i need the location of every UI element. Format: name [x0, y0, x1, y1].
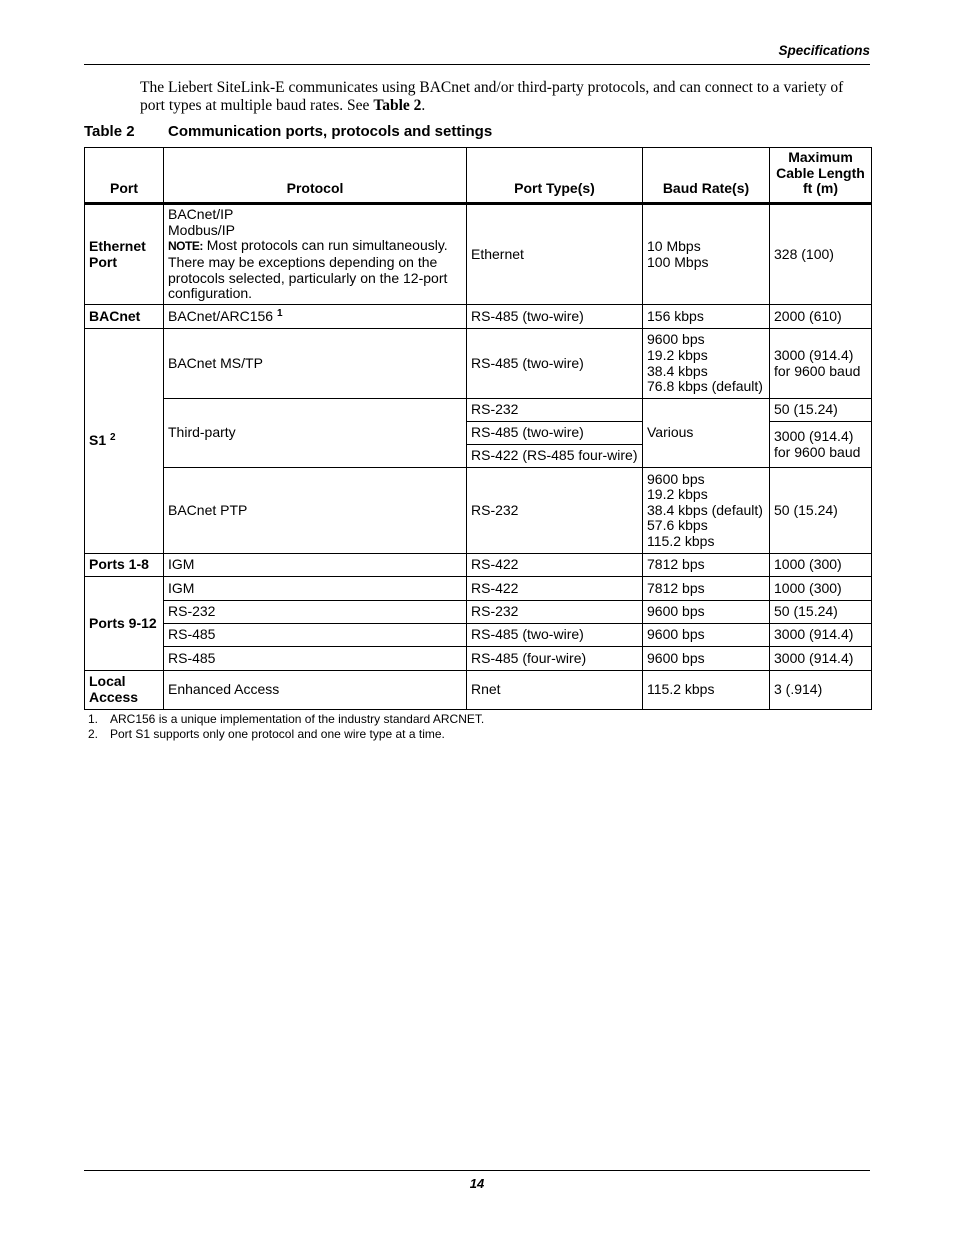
cable-line: 3000 (914.4) — [774, 427, 854, 444]
port-cell: BACnet — [85, 305, 164, 329]
table-footnotes — [88, 712, 484, 742]
intro-paragraph — [140, 79, 870, 115]
baud-cell — [643, 204, 770, 305]
table-row-ports-9-12 — [85, 624, 872, 647]
header-protocol: Protocol — [164, 148, 467, 204]
protocol-line: Modbus/IP — [168, 221, 235, 238]
baud-line: 19.2 kbps — [647, 486, 708, 503]
header-baud-rates: Baud Rate(s) — [643, 148, 770, 204]
port-type-cell: Ethernet — [467, 204, 643, 305]
port-name: S1 — [89, 432, 107, 449]
baud-line: 76.8 kbps (default) — [647, 378, 763, 395]
cable-cell: 50 (15.24) — [770, 601, 872, 624]
baud-line: 57.6 kbps — [647, 517, 708, 534]
table-caption-number: Table 2 — [84, 123, 135, 140]
table-row-s1-third-party — [85, 399, 872, 422]
baud-line: 19.2 kbps — [647, 346, 708, 363]
baud-line: 9600 bps — [647, 331, 705, 348]
port-type-cell: RS-485 (two-wire) — [467, 624, 643, 647]
footnote-number: 2. — [88, 727, 99, 741]
protocol-cell: RS-485 — [164, 647, 467, 671]
port-name-line-2: Access — [89, 689, 139, 705]
protocol-cell: BACnet PTP — [164, 468, 467, 554]
footnote-1 — [88, 712, 484, 727]
port-type-cell: RS-422 — [467, 577, 643, 601]
cable-cell: 2000 (610) — [770, 305, 872, 329]
note-text: Most protocols can run simultaneously. There may be exceptions depending on the protocols selected, particularly on the 12-port configuration. — [168, 237, 448, 302]
header-cable-line-2: Cable Length — [776, 164, 865, 181]
cable-cell: 1000 (300) — [770, 577, 872, 601]
footnote-text: ARC156 is a unique implementation of the industry standard ARCNET. — [110, 712, 485, 726]
port-name-line-1: Local — [89, 673, 126, 690]
cable-cell: 1000 (300) — [770, 554, 872, 577]
protocol-cell — [164, 305, 467, 329]
port-type-cell: RS-485 (two-wire) — [467, 305, 643, 329]
table-caption — [84, 123, 492, 140]
baud-cell: 7812 bps — [643, 554, 770, 577]
port-type-cell: RS-422 (RS-485 four-wire) — [467, 445, 643, 468]
table-row-ports-9-12 — [85, 577, 872, 601]
table-reference-link[interactable]: Table 2 — [373, 97, 422, 114]
intro-text: The Liebert SiteLink-E communicates using BACnet and/or third-party protocols, and can connect to a variety of port types at multiple baud rates. See — [140, 79, 844, 114]
intro-text-end: . — [421, 97, 426, 114]
table-row-ethernet — [85, 204, 872, 305]
header-cable-length — [770, 148, 872, 204]
header-port: Port — [85, 148, 164, 204]
protocol-cell — [164, 204, 467, 305]
baud-line: 100 Mbps — [647, 253, 709, 270]
port-cell — [85, 329, 164, 554]
port-cell — [85, 671, 164, 710]
port-cell: Ports 9-12 — [85, 577, 164, 671]
table-row-ports-9-12 — [85, 647, 872, 671]
baud-cell — [643, 468, 770, 554]
baud-cell: 9600 bps — [643, 624, 770, 647]
table-row-bacnet — [85, 305, 872, 329]
footnote-text: Port S1 supports only one protocol and one wire type at a time. — [110, 727, 445, 741]
baud-cell — [643, 329, 770, 399]
footnote-number: 1. — [88, 712, 99, 726]
baud-line: 9600 bps — [647, 470, 705, 487]
baud-line: 38.4 kbps (default) — [647, 501, 763, 518]
protocol-cell: Third-party — [164, 399, 467, 468]
baud-line: 38.4 kbps — [647, 362, 708, 379]
port-type-cell: RS-485 (four-wire) — [467, 647, 643, 671]
port-type-cell: RS-232 — [467, 468, 643, 554]
port-cell — [85, 204, 164, 305]
baud-line: 115.2 kbps — [647, 532, 715, 549]
header-cable-line-3: ft (m) — [803, 180, 838, 197]
cable-cell: 3000 (914.4) — [770, 624, 872, 647]
note-label: NOTE: — [168, 239, 203, 254]
port-type-cell: RS-485 (two-wire) — [467, 422, 643, 445]
page-number: 14 — [469, 1176, 485, 1191]
cable-line: for 9600 baud — [774, 362, 861, 379]
protocol-text: BACnet/ARC156 — [168, 307, 274, 324]
table-caption-title: Communication ports, protocols and settings — [168, 123, 493, 140]
cable-cell: 50 (15.24) — [770, 399, 872, 422]
port-name-line-2: Port — [89, 253, 117, 270]
baud-cell: 9600 bps — [643, 647, 770, 671]
port-cell: Ports 1-8 — [85, 554, 164, 577]
table-header-row — [85, 148, 872, 204]
protocol-cell: IGM — [164, 554, 467, 577]
cable-line: for 9600 baud — [774, 443, 861, 460]
table-row-ports-1-8 — [85, 554, 872, 577]
cable-cell: 328 (100) — [770, 204, 872, 305]
port-type-cell: RS-485 (two-wire) — [467, 329, 643, 399]
footer-rule — [84, 1170, 870, 1171]
port-type-cell: RS-232 — [467, 399, 643, 422]
footnote-ref-2[interactable]: 2 — [110, 432, 116, 444]
table-row-s1-mstp — [85, 329, 872, 399]
cable-cell: 50 (15.24) — [770, 468, 872, 554]
header-rule — [84, 64, 870, 65]
baud-line: 10 Mbps — [647, 237, 701, 254]
footnote-2 — [88, 727, 484, 742]
table-row-ports-9-12 — [85, 601, 872, 624]
baud-cell: 9600 bps — [643, 601, 770, 624]
baud-cell: Various — [643, 399, 770, 468]
cable-cell — [770, 329, 872, 399]
cable-cell — [770, 422, 872, 468]
port-type-cell: RS-422 — [467, 554, 643, 577]
running-header: Specifications — [778, 43, 870, 58]
baud-cell: 7812 bps — [643, 577, 770, 601]
protocol-cell: RS-232 — [164, 601, 467, 624]
protocol-line: BACnet/IP — [168, 206, 234, 223]
cable-line: 3000 (914.4) — [774, 346, 854, 363]
protocol-cell: IGM — [164, 577, 467, 601]
header-cable-line-1: Maximum — [788, 149, 853, 166]
table-row-local-access — [85, 671, 872, 710]
port-type-cell: RS-232 — [467, 601, 643, 624]
cable-cell: 3 (.914) — [770, 671, 872, 710]
port-type-cell: Rnet — [467, 671, 643, 710]
protocol-cell: BACnet MS/TP — [164, 329, 467, 399]
table-row-s1-ptp — [85, 468, 872, 554]
protocol-cell: Enhanced Access — [164, 671, 467, 710]
port-name-line-1: Ethernet — [89, 237, 146, 254]
protocol-cell: RS-485 — [164, 624, 467, 647]
communication-ports-table — [84, 147, 872, 710]
cable-cell: 3000 (914.4) — [770, 647, 872, 671]
baud-cell: 115.2 kbps — [643, 671, 770, 710]
baud-cell: 156 kbps — [643, 305, 770, 329]
footnote-ref-1[interactable]: 1 — [276, 307, 283, 319]
protocol-note — [168, 238, 462, 301]
header-port-types: Port Type(s) — [467, 148, 643, 204]
